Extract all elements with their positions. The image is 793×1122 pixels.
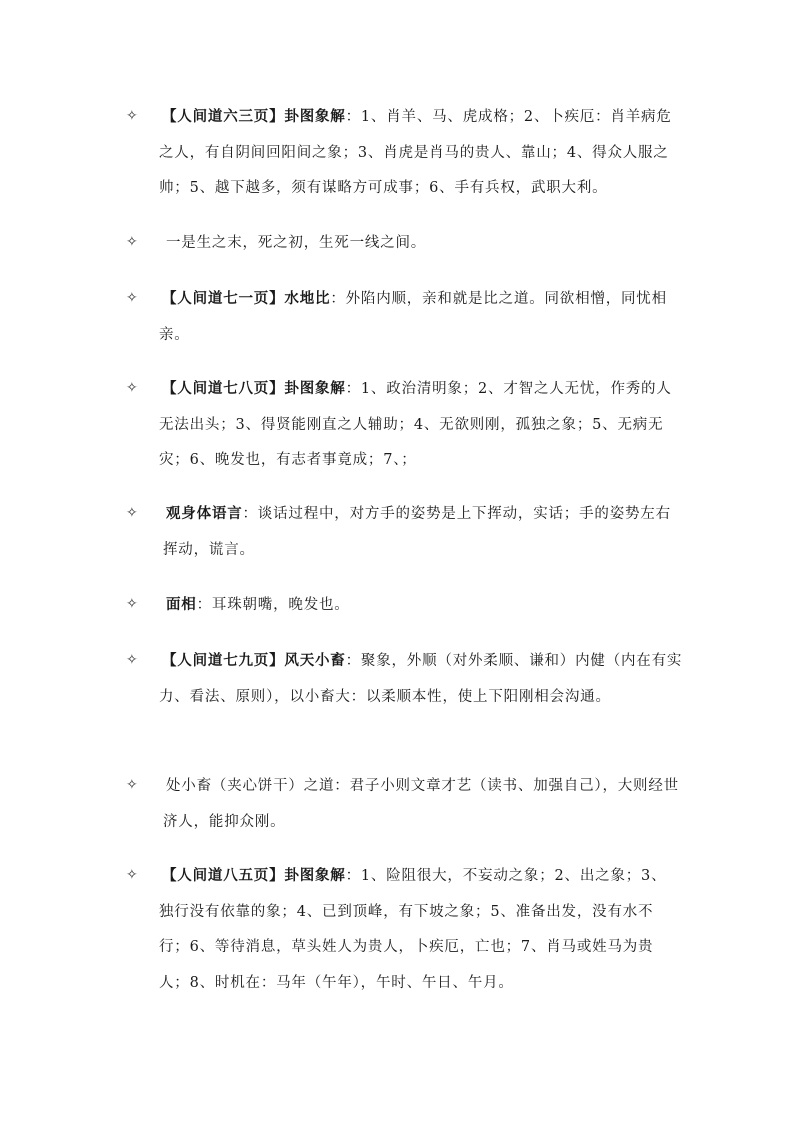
note-heading: 【人间道六三页】卦图象解: [162, 108, 346, 125]
diamond-bullet-icon: ✧: [126, 652, 138, 668]
note-text: [159, 99, 679, 207]
note-text: [163, 768, 683, 840]
note-body: ：耳珠朝嘴，晚发也。: [196, 597, 350, 613]
note-text: [159, 281, 679, 353]
note-body: ：谈话过程中，对方手的姿势是上下挥动，实话；手的姿势左右挥动，谎言。: [163, 506, 671, 558]
note-text: [159, 371, 679, 479]
note-body: ：1、肖羊、马、虎成格；2、卜疾厄：肖羊病危之人，有自阴间回阳间之象；3、肖虎是肖马的贵人、靠山；4、得众人服之帅；5、越下越多，须有谋略方可成事；6、手有兵权，武职大利。: [159, 109, 672, 196]
note-body: 处小畜（夹心饼干）之道：君子小则文章才艺（读书、加强自己），大则经世济人，能抑众刚。: [163, 778, 679, 830]
note-heading: 观身体语言: [166, 505, 243, 522]
note-text: [163, 587, 683, 624]
note-text: [159, 858, 679, 1001]
diamond-bullet-icon: ✧: [126, 234, 138, 250]
note-heading: 【人间道七一页】水地比: [162, 290, 331, 307]
note-body: ：1、政治清明象；2、才智之人无忧，作秀的人无法出头；3、得贤能刚直之人辅助；4、无欲则刚，孤独之象；5、无病无灾；6、晚发也，有志者事竟成；7、；: [159, 381, 672, 468]
diamond-bullet-icon: ✧: [126, 290, 138, 306]
note-text: [163, 225, 683, 262]
diamond-bullet-icon: ✧: [126, 867, 138, 883]
diamond-bullet-icon: ✧: [126, 596, 138, 612]
diamond-bullet-icon: ✧: [126, 108, 138, 124]
note-body: 一是生之末，死之初，生死一线之间。: [166, 235, 427, 251]
diamond-bullet-icon: ✧: [126, 380, 138, 396]
note-heading: 【人间道八五页】卦图象解: [162, 867, 346, 884]
note-heading: 面相: [166, 596, 197, 613]
note-heading: 【人间道七八页】卦图象解: [162, 380, 346, 397]
note-text: [163, 496, 683, 568]
note-body: ：外陷内顺，亲和就是比之道。同欲相憎，同忧相亲。: [159, 291, 667, 343]
note-body: ：1、险阻很大，不妄动之象；2、出之象；3、独行没有依靠的象；4、已到顶峰，有下坡之象；5、准备出发，没有水不行；6、等待消息，草头姓人为贵人，卜疾厄，亡也；7、肖马或姓马为贵人；8、时机在：马年（午年），午时、午日、午月。: [159, 868, 667, 991]
note-heading: 【人间道七九页】风天小畜: [162, 652, 346, 669]
diamond-bullet-icon: ✧: [126, 777, 138, 793]
note-body: ：聚象，外顺（对外柔顺、谦和）内健（内在有实力、看法、原则），以小畜大：以柔顺本性，使上下阳刚相会沟通。: [159, 653, 683, 705]
diamond-bullet-icon: ✧: [126, 505, 138, 521]
note-text: [159, 643, 695, 715]
